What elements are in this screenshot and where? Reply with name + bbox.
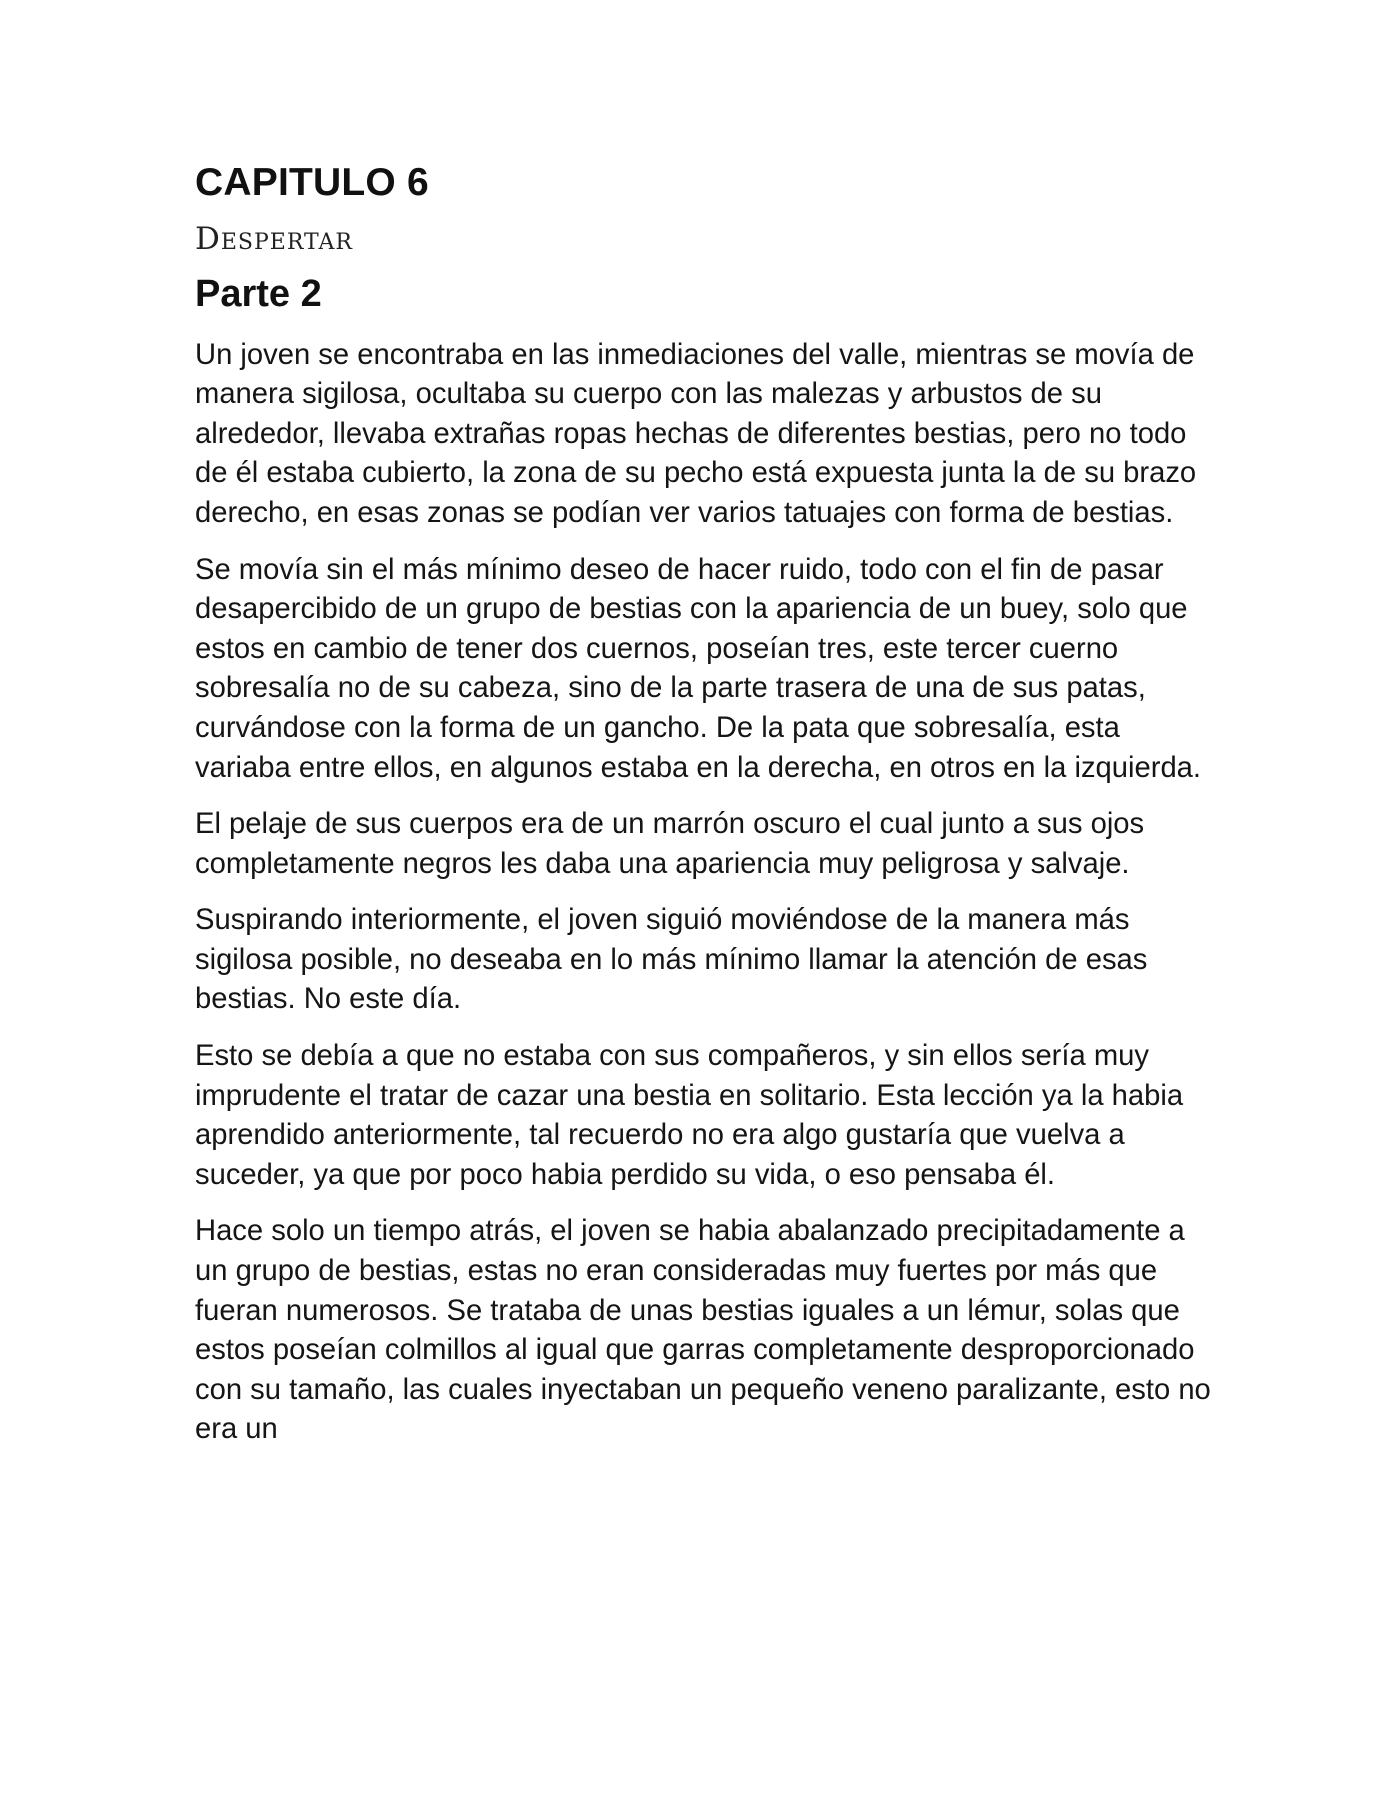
paragraph-4: Suspirando interiormente, el joven siguió moviéndose de la manera más sigilosa posible, no deseaba en lo más mínimo llamar la atención de esas bestias. No este día. [195,904,1148,1016]
paragraph-1: Un joven se encontraba en las inmediaciones del valle, mientras se movía de manera sigilosa, ocultaba su cuerpo con las malezas y arbustos de su alrededor, llevaba extrañas ropas hechas de diferentes bestias, pero no todo de él estaba cubierto, la zona de su pecho está expuesta junta la de su brazo derecho, en esas zonas se podían ver varios tatuajes con forma de bestias. [195,338,1197,529]
paragraph-6: Hace solo un tiempo atrás, el joven se habia abalanzado precipitadamente a un grupo de bestias, estas no eran consideradas muy fuertes por más que fueran numerosos. Se trataba de unas bestias iguales a un lémur, solas que estos poseían colmillos al igual que garras completamente desproporcionado con su tamaño, las cuales inyectaban un pequeño veneno paralizante, esto no era un [195,1215,1211,1446]
document-page [195,150,1215,1467]
chapter-subtitle: Despertar [195,220,353,257]
paragraph-2: Se movía sin el más mínimo deseo de hacer ruido, todo con el fin de pasar desapercibido de un grupo de bestias con la apariencia de un buey, solo que estos en cambio de tener dos cuernos, poseían tres, este tercer cuerno sobresalía no de su cabeza, sino de la parte trasera de una de sus patas, curvándose con la forma de un gancho. De la pata que sobresalía, esta variaba entre ellos, en algunos estaba en la derecha, en otros en la izquierda. [195,553,1202,784]
part-title: Parte 2 [195,272,322,315]
chapter-title: CAPITULO 6 [195,161,429,204]
paragraph-5: Esto se debía a que no estaba con sus compañeros, y sin ellos sería muy imprudente el tratar de cazar una bestia en solitario. Esta lección ya la habia aprendido anteriormente, tal recuerdo no era algo gustaría que vuelva a suceder, ya que por poco habia perdido su vida, o eso pensaba él. [195,1040,1184,1191]
paragraph-3: El pelaje de sus cuerpos era de un marrón oscuro el cual junto a sus ojos completamente negros les daba una apariencia muy peligrosa y salvaje. [195,808,1145,880]
